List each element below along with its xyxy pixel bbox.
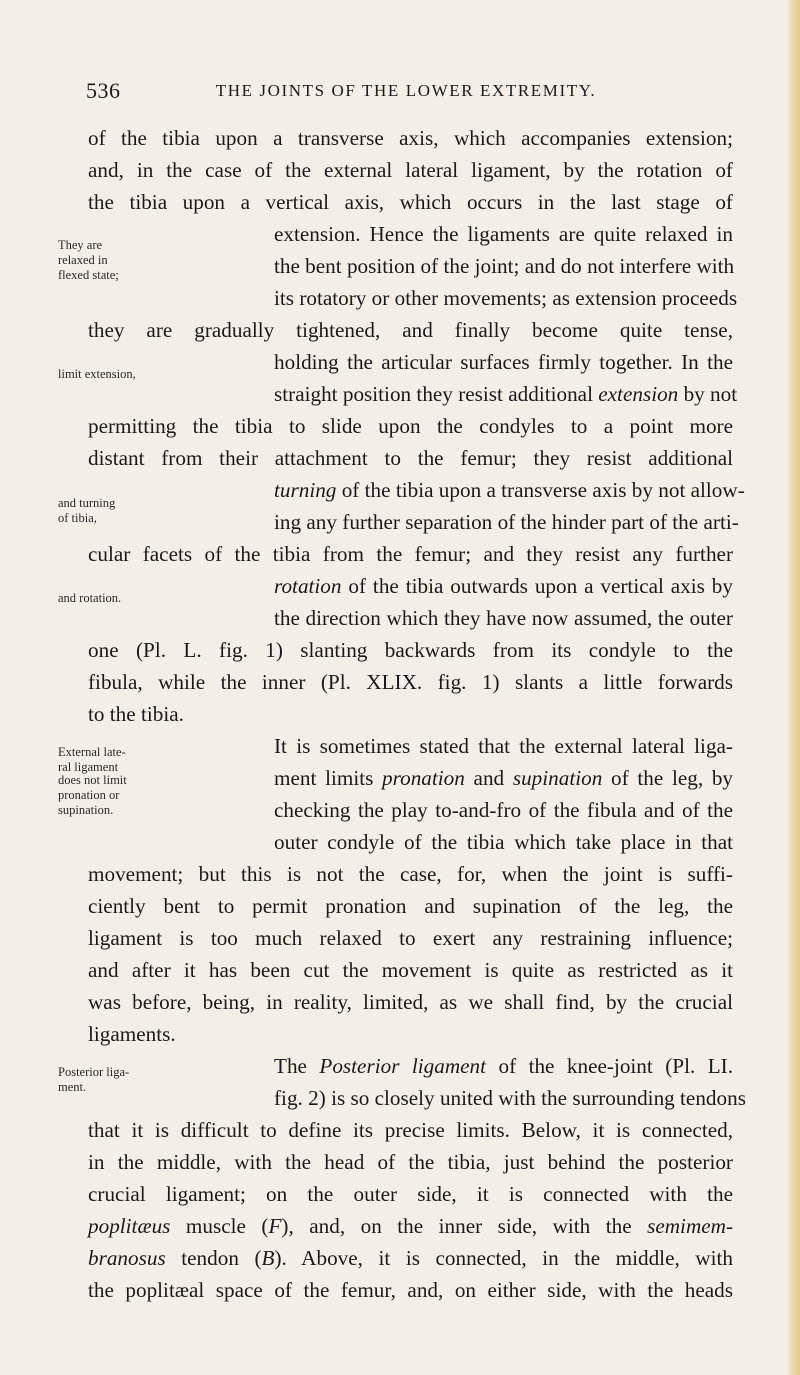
text-line: ing any further separation of the hinder part of the arti- <box>274 510 739 534</box>
text-line: ciently bent to permit pronation and supination of the leg, the <box>88 894 733 918</box>
text-line: and, in the case of the external lateral ligament, by the rotation of <box>88 158 733 182</box>
text-line: in the middle, with the head of the tibia, just behind the posterior <box>88 1150 733 1174</box>
text-line: of the tibia upon a transverse axis, which accompanies extension; <box>88 126 733 150</box>
text-line: they are gradually tightened, and finally become quite tense, <box>88 318 733 342</box>
text-line: movement; but this is not the case, for, when the joint is suffi- <box>88 862 733 886</box>
text-line: ment limits pronation and supination of the leg, by <box>274 766 734 790</box>
text-line: that it is difficult to define its precise limits. Below, it is connected, <box>88 1118 733 1142</box>
side-note: pronation or <box>58 788 120 802</box>
text-line: straight position they resist additional extension by not <box>274 382 738 406</box>
side-note: flexed state; <box>58 268 119 282</box>
text-line: The Posterior ligament of the knee-joint (Pl. LI. <box>274 1054 733 1078</box>
side-note: relaxed in <box>58 253 108 267</box>
side-note: and turning <box>58 496 116 510</box>
text-line: to the tibia. <box>88 702 184 726</box>
text-line: its rotatory or other movements; as extension proceeds <box>274 286 738 310</box>
text-line: fibula, while the inner (Pl. XLIX. fig. 1) slants a little forwards <box>88 670 733 694</box>
side-note: does not limit <box>58 773 127 787</box>
text-line: fig. 2) is so closely united with the surrounding tendons <box>274 1086 746 1110</box>
text-line: branosus tendon (B). Above, it is connected, in the middle, with <box>88 1246 733 1270</box>
side-note: and rotation. <box>58 591 122 605</box>
side-note: limit extension, <box>58 367 136 381</box>
text-line: outer condyle of the tibia which take place in that <box>274 830 733 854</box>
text-line: crucial ligament; on the outer side, it is connected with the <box>88 1182 733 1206</box>
text-line: the direction which they have now assumed, the outer <box>274 606 733 630</box>
text-line: distant from their attachment to the femur; they resist additional <box>88 446 733 470</box>
text-line: ligaments. <box>88 1022 176 1046</box>
text-line: the tibia upon a vertical axis, which occurs in the last stage of <box>88 190 733 214</box>
running-title: THE JOINTS OF THE LOWER EXTREMITY. <box>215 81 597 100</box>
side-note: They are <box>58 238 103 252</box>
side-note: ral ligament <box>58 760 119 774</box>
text-line: turning of the tibia upon a transverse axis by not allow- <box>274 478 745 502</box>
text-line: poplitæus muscle (F), and, on the inner side, with the semimem- <box>88 1214 734 1238</box>
side-note: of tibia, <box>58 511 97 525</box>
text-line: the bent position of the joint; and do not interfere with <box>274 254 735 278</box>
text-line: extension. Hence the ligaments are quite relaxed in <box>274 222 733 246</box>
page-number: 536 <box>86 78 121 103</box>
text-line: the poplitæal space of the femur, and, on either side, with the heads <box>88 1278 733 1302</box>
text-line: rotation of the tibia outwards upon a vertical axis by <box>274 574 733 598</box>
text-line: cular facets of the tibia from the femur; and they resist any further <box>88 542 733 566</box>
text-line: It is sometimes stated that the external lateral liga- <box>274 734 733 758</box>
text-line: ligament is too much relaxed to exert any restraining influence; <box>88 926 733 950</box>
side-note: External late- <box>58 745 126 759</box>
text-line: was before, being, in reality, limited, as we shall find, by the crucial <box>88 990 733 1014</box>
side-note: supination. <box>58 803 114 817</box>
text-line: permitting the tibia to slide upon the condyles to a point more <box>88 414 733 438</box>
side-note: ment. <box>58 1080 87 1094</box>
text-line: one (Pl. L. fig. 1) slanting backwards from its condyle to the <box>88 638 733 662</box>
side-note: Posterior liga- <box>58 1065 130 1079</box>
text-line: checking the play to-and-fro of the fibula and of the <box>274 798 733 822</box>
text-line: and after it has been cut the movement is quite as restricted as it <box>88 958 733 982</box>
text-line: holding the articular surfaces firmly together. In the <box>274 350 733 374</box>
